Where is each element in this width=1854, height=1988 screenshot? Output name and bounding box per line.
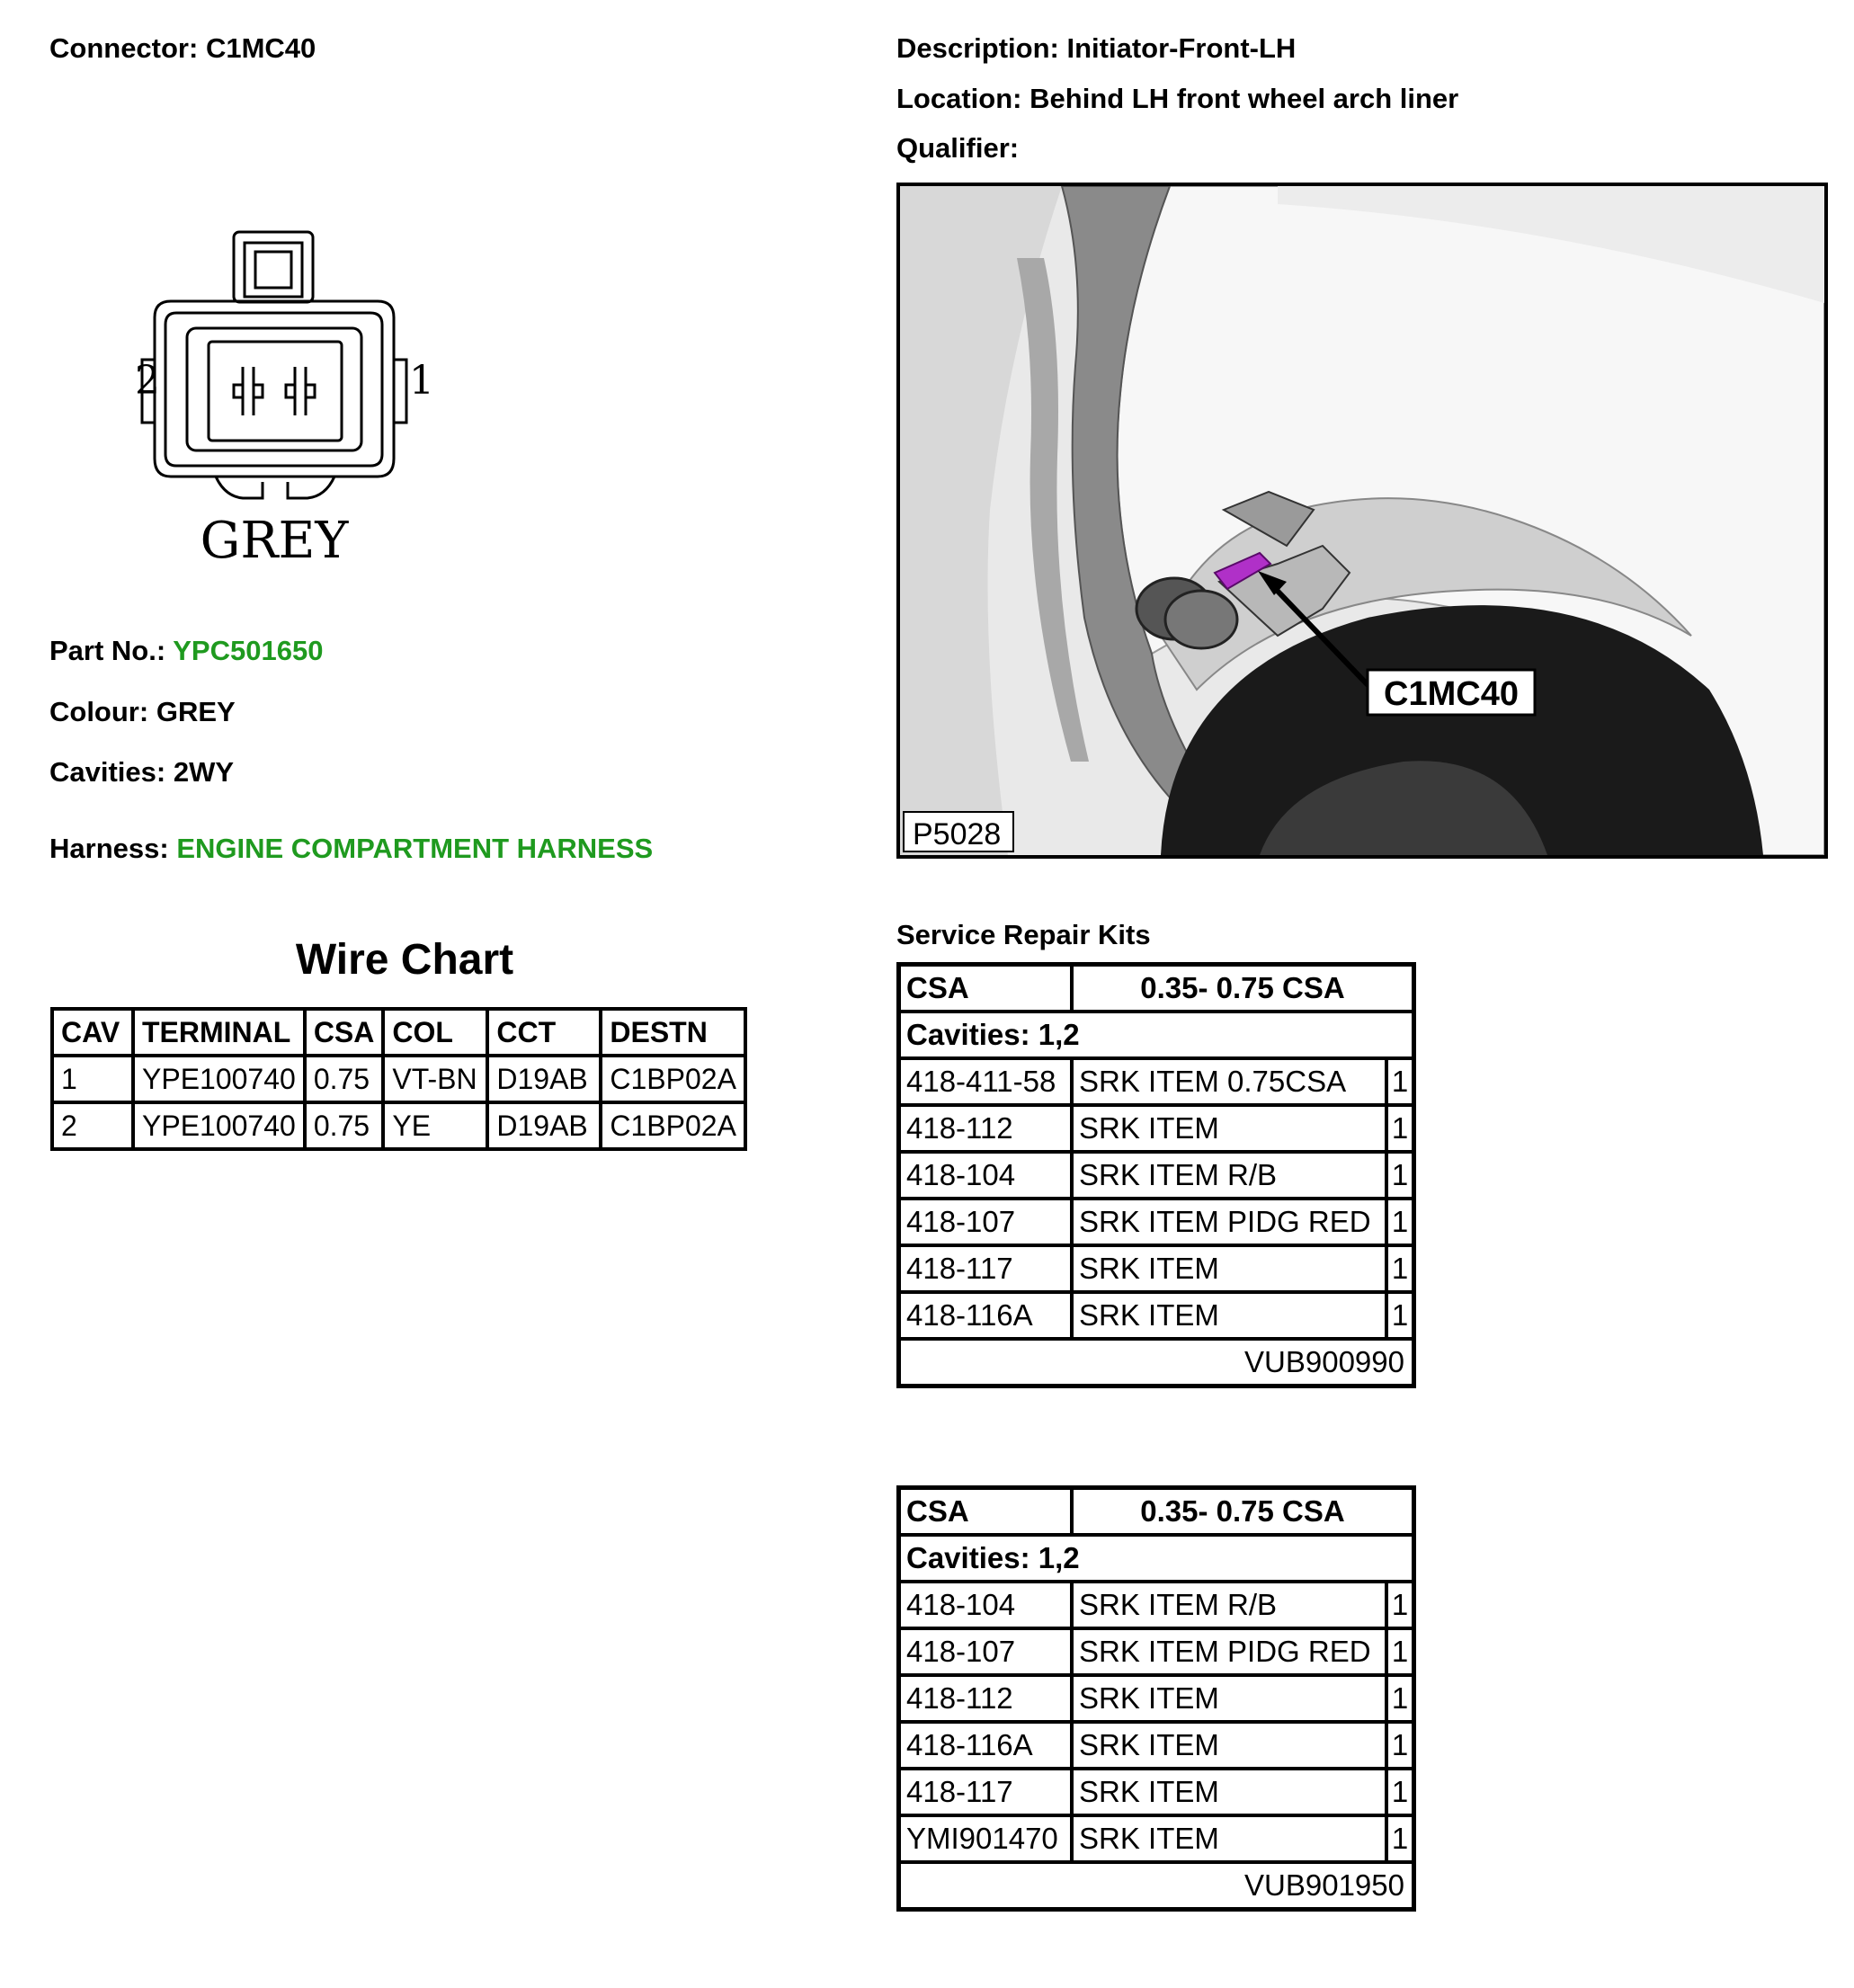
- kit-csa-label: CSA: [899, 965, 1073, 1012]
- col-cct: CCT: [487, 1009, 601, 1056]
- connector-value: C1MC40: [205, 32, 316, 64]
- wire-chart-header-row: [52, 1009, 745, 1056]
- kit-item-desc: SRK ITEM: [1072, 1105, 1386, 1152]
- kit-item-desc: SRK ITEM: [1072, 1675, 1386, 1722]
- kit-item-code: YMI901470: [899, 1815, 1073, 1862]
- connector-label: Connector:: [49, 32, 199, 64]
- kit-item-qty: 1: [1386, 1722, 1414, 1769]
- col-csa: CSA: [305, 1009, 384, 1056]
- kit-item-qty: 1: [1386, 1582, 1414, 1628]
- kit-item-qty: 1: [1386, 1058, 1414, 1105]
- cell: 2: [52, 1102, 133, 1149]
- kit-item-code: 418-104: [899, 1152, 1073, 1199]
- cell: VT-BN: [383, 1056, 487, 1102]
- col-destn: DESTN: [601, 1009, 745, 1056]
- col-col: COL: [383, 1009, 487, 1056]
- cell: C1BP02A: [601, 1056, 745, 1102]
- cavities-label: Cavities:: [49, 756, 166, 788]
- kit-item-desc: SRK ITEM 0.75CSA: [1072, 1058, 1386, 1105]
- location-photo: [896, 183, 1828, 859]
- wire-chart-table: [50, 1007, 747, 1151]
- kit-item-qty: 1: [1386, 1769, 1414, 1815]
- kit-cavities: Cavities: 1,2: [899, 1535, 1414, 1582]
- cell: 0.75: [305, 1102, 384, 1149]
- kit-csa-value: 0.35- 0.75 CSA: [1072, 1488, 1414, 1536]
- kit-item-row: [899, 1058, 1414, 1105]
- kit-item-desc: SRK ITEM R/B: [1072, 1152, 1386, 1199]
- part-no-label: Part No.:: [49, 635, 166, 666]
- kit-item-desc: SRK ITEM PIDG RED: [1072, 1199, 1386, 1245]
- kit-item-code: 418-112: [899, 1675, 1073, 1722]
- cell: YE: [383, 1102, 487, 1149]
- harness-label: Harness:: [49, 833, 169, 864]
- cell: D19AB: [487, 1102, 601, 1149]
- table-row: [52, 1056, 745, 1102]
- wire-chart-title: Wire Chart: [295, 936, 514, 984]
- kit-item-code: 418-112: [899, 1105, 1073, 1152]
- cell: YPE100740: [133, 1056, 305, 1102]
- service-kit-2: [896, 1485, 1416, 1912]
- table-row: [52, 1102, 745, 1149]
- part-no-line: [49, 635, 323, 667]
- kit-item-desc: SRK ITEM PIDG RED: [1072, 1628, 1386, 1675]
- qualifier-label: Qualifier:: [896, 132, 1020, 164]
- cell: 1: [52, 1056, 133, 1102]
- cavities-line: [49, 756, 234, 789]
- connector-face-diagram: [108, 216, 468, 575]
- pin-2-label: 2: [135, 358, 160, 404]
- description-line: [896, 32, 1296, 65]
- pin-1-label: 1: [409, 358, 434, 404]
- kit-item-code: 418-117: [899, 1245, 1073, 1292]
- kit-item-qty: 1: [1386, 1675, 1414, 1722]
- kit-item-desc: SRK ITEM R/B: [1072, 1582, 1386, 1628]
- kit-item-desc: SRK ITEM: [1072, 1292, 1386, 1339]
- kit-item-desc: SRK ITEM: [1072, 1815, 1386, 1862]
- kit-item-code: 418-107: [899, 1628, 1073, 1675]
- kit-item-row: [899, 1675, 1414, 1722]
- harness-line: [49, 833, 653, 865]
- kit-reference: VUB901950: [899, 1862, 1414, 1910]
- connector-colour-text: GREY: [200, 512, 349, 570]
- kit-item-desc: SRK ITEM: [1072, 1769, 1386, 1815]
- kit-item-code: 418-411-58: [899, 1058, 1073, 1105]
- description-value: Initiator-Front-LH: [1066, 32, 1297, 64]
- kit-item-row: [899, 1769, 1414, 1815]
- kit-cavities: Cavities: 1,2: [899, 1012, 1414, 1058]
- cavities-value: 2WY: [173, 756, 235, 788]
- colour-line: [49, 696, 236, 728]
- kit-item-qty: 1: [1386, 1199, 1414, 1245]
- qualifier-line: [896, 132, 1019, 165]
- kit-item-code: 418-116A: [899, 1722, 1073, 1769]
- part-no-link[interactable]: YPC501650: [173, 635, 324, 666]
- service-kit-1: [896, 962, 1416, 1388]
- kit-item-code: 418-116A: [899, 1292, 1073, 1339]
- cell: D19AB: [487, 1056, 601, 1102]
- kit-item-qty: 1: [1386, 1152, 1414, 1199]
- cell: YPE100740: [133, 1102, 305, 1149]
- kit-csa-value: 0.35- 0.75 CSA: [1072, 965, 1414, 1012]
- colour-label: Colour:: [49, 696, 149, 727]
- col-terminal: TERMINAL: [133, 1009, 305, 1056]
- kit-item-row: [899, 1245, 1414, 1292]
- cell: C1BP02A: [601, 1102, 745, 1149]
- kit-item-qty: 1: [1386, 1292, 1414, 1339]
- kit-item-row: [899, 1199, 1414, 1245]
- kit-item-desc: SRK ITEM: [1072, 1245, 1386, 1292]
- location-label: Location:: [896, 83, 1022, 114]
- colour-value: GREY: [156, 696, 236, 727]
- kit-item-code: 418-104: [899, 1582, 1073, 1628]
- kit-item-desc: SRK ITEM: [1072, 1722, 1386, 1769]
- kit-item-row: [899, 1105, 1414, 1152]
- kit-item-row: [899, 1722, 1414, 1769]
- kit-item-code: 418-117: [899, 1769, 1073, 1815]
- kit-item-code: 418-107: [899, 1199, 1073, 1245]
- location-value: Behind LH front wheel arch liner: [1030, 83, 1459, 114]
- kit-item-qty: 1: [1386, 1628, 1414, 1675]
- connector-line: [49, 32, 316, 65]
- kit-item-qty: 1: [1386, 1105, 1414, 1152]
- service-kits-title: Service Repair Kits: [896, 919, 1151, 950]
- kit-item-qty: 1: [1386, 1815, 1414, 1862]
- description-label: Description:: [896, 32, 1059, 64]
- kit-item-row: [899, 1152, 1414, 1199]
- cell: 0.75: [305, 1056, 384, 1102]
- callout-label: C1MC40: [1384, 675, 1519, 713]
- wheel-arch-illustration: [900, 186, 1824, 855]
- kit-item-row: [899, 1292, 1414, 1339]
- kit-item-qty: 1: [1386, 1245, 1414, 1292]
- image-id-label: P5028: [913, 817, 1002, 851]
- kit-item-row: [899, 1582, 1414, 1628]
- kit-reference: VUB900990: [899, 1339, 1414, 1386]
- col-cav: CAV: [52, 1009, 133, 1056]
- harness-link[interactable]: ENGINE COMPARTMENT HARNESS: [176, 833, 654, 864]
- location-line: [896, 83, 1458, 115]
- kit-item-row: [899, 1628, 1414, 1675]
- kit-item-row: [899, 1815, 1414, 1862]
- kit-csa-label: CSA: [899, 1488, 1073, 1536]
